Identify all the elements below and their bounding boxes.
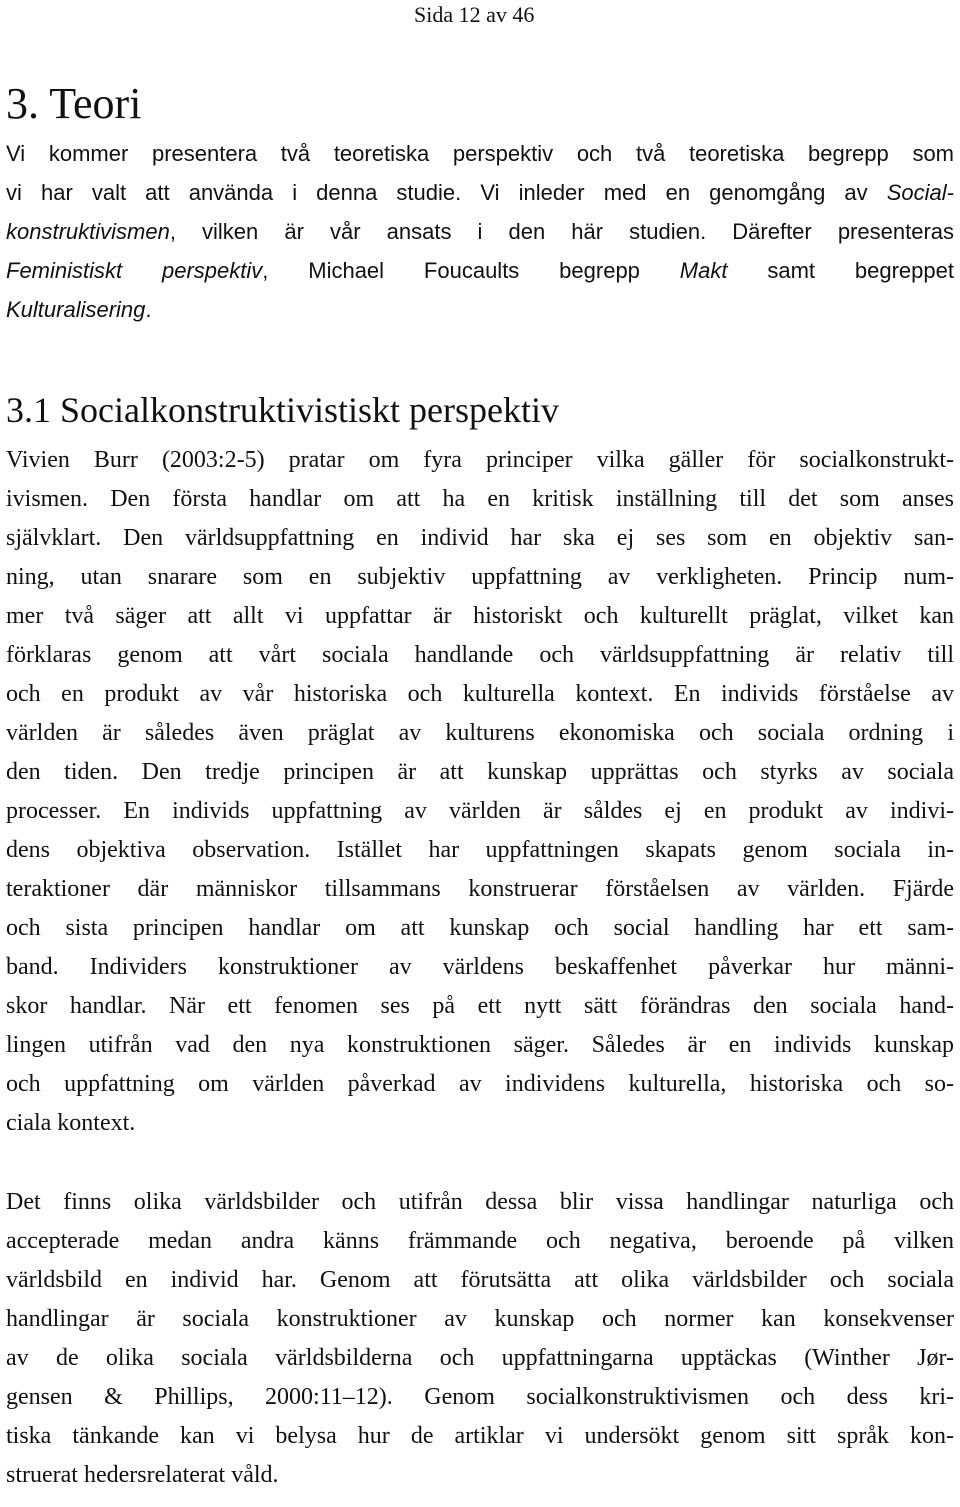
text-line: dens objektiva observation. Istället har uppfattningen skapats genom sociala in- (6, 837, 954, 863)
intro-text: samt begreppet (727, 258, 954, 283)
document-body (6, 74, 954, 1495)
paragraph-worldviews (6, 1183, 954, 1495)
text-line: processer. En individs uppfattning av världen är såldes ej en produkt av indivi- (6, 798, 954, 824)
text-line: världsbild en individ har. Genom att förutsätta att olika världsbilder och sociala (6, 1267, 954, 1293)
section-heading-3-1: 3.1 Socialkonstruktivistiskt perspektiv (6, 390, 559, 430)
paragraph-principles (6, 441, 954, 1143)
text-line: den tiden. Den tredje principen är att kunskap upprättas och styrks av sociala (6, 759, 954, 785)
text-line: världen är således även präglat av kulturens ekonomiska och sociala ordning i (6, 720, 954, 746)
intro-line-3 (6, 212, 954, 251)
intro-italic-term: Kulturalisering (6, 297, 146, 322)
text-line: och en produkt av vår historiska och kulturella kontext. En individs förståelse av (6, 681, 954, 707)
intro-text: Vi kommer presentera två teoretiska perspektiv och två teoretiska begrepp som (6, 141, 954, 166)
intro-text: , Michael Foucaults begrepp (262, 258, 680, 283)
text-line: Det finns olika världsbilder och utifrån dessa blir vissa handlingar naturliga och (6, 1189, 954, 1215)
text-line: självklart. Den världsuppfattning en individ har ska ej ses som en objektiv san- (6, 525, 954, 551)
text-line: handlingar är sociala konstruktioner av kunskap och normer kan konsekvenser (6, 1306, 954, 1332)
intro-italic-term: Feministiskt perspektiv (6, 258, 263, 283)
intro-line-2 (6, 173, 954, 212)
text-line: och uppfattning om världen påverkad av individens kulturella, historiska och so- (6, 1071, 954, 1097)
text-line: ning, utan snarare som en subjektiv uppfattning av verkligheten. Princip num- (6, 564, 954, 590)
text-line: ivismen. Den första handlar om att ha en kritisk inställning till det som anses (6, 486, 954, 512)
text-line: struerat hedersrelaterat våld. (6, 1462, 279, 1488)
intro-italic-term: Social- (886, 180, 954, 205)
intro-paragraph (6, 134, 954, 329)
text-line: gensen & Phillips, 2000:11–12). Genom socialkonstruktivismen och dess kri- (6, 1384, 954, 1410)
text-line: tiska tänkande kan vi belysa hur de artiklar vi undersökt genom sitt språk kon- (6, 1423, 954, 1449)
text-line: accepterade medan andra känns främmande och negativa, beroende på vilken (6, 1228, 954, 1254)
text-line: mer två säger att allt vi uppfattar är historiskt och kulturellt präglat, vilket kan (6, 603, 954, 629)
spacer (6, 329, 954, 385)
text-line: och sista principen handlar om att kunskap och social handling har ett sam- (6, 915, 954, 941)
text-line: teraktioner där människor tillsammans konstruerar förståelsen av världen. Fjärde (6, 876, 954, 902)
intro-line-1 (6, 134, 954, 173)
intro-text: vi har valt att använda i denna studie. Vi inleder med en genomgång av (6, 180, 887, 205)
intro-text: . (145, 297, 152, 322)
page-number: Sida 12 av 46 (414, 2, 535, 27)
text-line: förklaras genom att vårt sociala handlande och världsuppfattning är relativ till (6, 642, 954, 668)
section-heading-teori: 3. Teori (6, 79, 142, 128)
spacer (6, 1143, 954, 1183)
text-line: skor handlar. När ett fenomen ses på ett nytt sätt förändras den sociala hand- (6, 993, 954, 1019)
text-line: Vivien Burr (2003:2-5) pratar om fyra principer vilka gäller för socialkonstrukt- (6, 447, 954, 473)
intro-italic-term: Makt (679, 258, 728, 283)
intro-italic-term: konstruktivismen (6, 219, 170, 244)
text-line: av de olika sociala världsbilderna och uppfattningarna upptäckas (Winther Jør- (6, 1345, 954, 1371)
text-line: band. Individers konstruktioner av världens beskaffenhet påverkar hur männi- (6, 954, 954, 980)
intro-line-4 (6, 251, 954, 290)
intro-line-5 (6, 290, 954, 329)
text-line: ciala kontext. (6, 1110, 136, 1136)
page-header (0, 0, 960, 30)
text-line: lingen utifrån vad den nya konstruktionen säger. Således är en individs kunskap (6, 1032, 954, 1058)
intro-text: , vilken är vår ansats i den här studien. Därefter presenteras (169, 219, 954, 244)
